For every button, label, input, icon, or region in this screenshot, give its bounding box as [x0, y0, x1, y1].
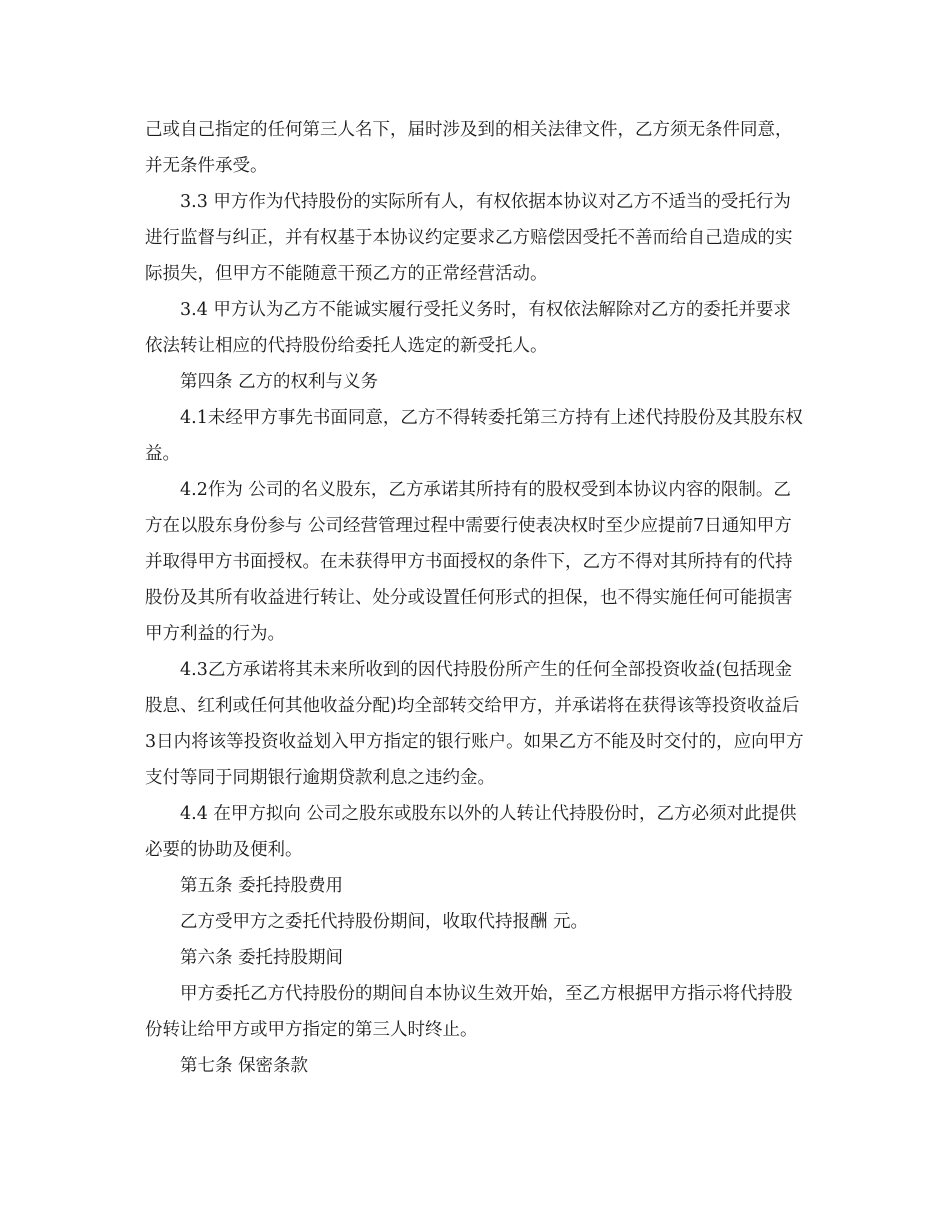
article-4-heading: 第四条 乙方的权利与义务 [180, 372, 379, 392]
clause-4-2: 4.2作为 公司的名义股东，乙方承诺其所持有的股权受到本协议内容的限制。乙方在以股东身份参与 公司经营管理过程中需要行使表决权时至少应提前7日通知甲方并取得甲方书面授权。在未获得甲方书面授权的条件下，乙方不得对其所持有的代持股份及其所有收益进行转让、处分或设置任何形式的担保，也不得实施任何可能损害甲方利益的行为。 [145, 480, 793, 644]
article-6-body: 甲方委托乙方代持股份的期间自本协议生效开始，至乙方根据甲方指示将代持股份转让给甲方或甲方指定的第三人时终止。 [145, 984, 793, 1040]
article-7-heading: 第七条 保密条款 [180, 1056, 309, 1076]
clause-4-3: 4.3乙方承诺将其未来所收到的因代持股份所产生的任何全部投资收益(包括现金股息、红利或任何其他收益分配)均全部转交给甲方，并承诺将在获得该等投资收益后3日内将该等投资收益划入甲方指定的银行账户。如果乙方不能及时交付的，应向甲方支付等同于同期银行逾期贷款利息之违约金。 [145, 660, 804, 788]
article-5-heading: 第五条 委托持股费用 [180, 876, 344, 896]
clause-4-1: 4.1未经甲方事先书面同意，乙方不得转委托第三方持有上述代持股份及其股东权益。 [145, 408, 803, 464]
article-6-heading: 第六条 委托持股期间 [180, 948, 344, 968]
clause-4-4: 4.4 在甲方拟向 公司之股东或股东以外的人转让代持股份时，乙方必须对此提供必要的协助及便利。 [145, 804, 797, 860]
article-5-body: 乙方受甲方之委托代持股份期间，收取代持报酬 元。 [180, 912, 589, 932]
clause-3-4: 3.4 甲方认为乙方不能诚实履行受托义务时，有权依法解除对乙方的委托并要求依法转让相应的代持股份给委托人选定的新受托人。 [145, 300, 791, 356]
document-body [145, 112, 805, 1084]
clause-3-3: 3.3 甲方作为代持股份的实际所有人，有权依据本协议对乙方不适当的受托行为进行监督与纠正，并有权基于本协议约定要求乙方赔偿因受托不善而给自己造成的实际损失，但甲方不能随意干预乙方的正常经营活动。 [145, 192, 793, 284]
paragraph-continuation: 己或自己指定的任何第三人名下，届时涉及到的相关法律文件，乙方须无条件同意，并无条件承受。 [145, 120, 793, 176]
